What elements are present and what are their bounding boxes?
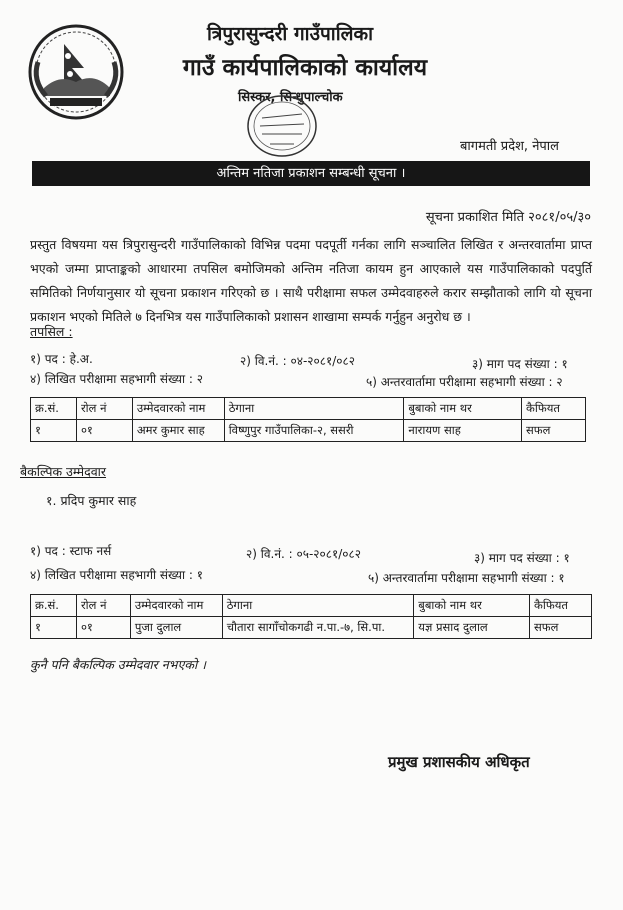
post2-seats: ३) माग पद संख्या : १ — [474, 551, 570, 565]
municipality-name: त्रिपुरासुन्दरी गाउँपालिका — [206, 23, 374, 45]
table-row — [31, 617, 592, 639]
col-sn: क्र.सं. — [31, 398, 77, 420]
post1-adv-no: २) वि.नं. : ०४-२०८१/०८२ — [240, 354, 356, 368]
col-sn: क्र.सं. — [31, 595, 77, 617]
post1-written-count: ४) लिखित परीक्षामा सहभागी संख्या : २ — [30, 372, 204, 386]
nepal-emblem-icon — [24, 22, 128, 122]
no-alternate-note: कुनै पनि बैकल्पिक उम्मेदवार नभएको । — [30, 657, 206, 672]
subject-banner: अन्तिम नतिजा प्रकाशन सम्बन्धी सूचना । — [32, 161, 590, 186]
post2-interview-count: ५) अन्तरवार्तामा परीक्षामा सहभागी संख्या : १ — [368, 571, 565, 585]
col-name: उम्मेदवारको नाम — [130, 595, 222, 617]
post1-seats: ३) माग पद संख्या : १ — [472, 357, 568, 371]
cell-name: अमर कुमार साह — [132, 420, 224, 442]
post2-written-count: ४) लिखित परीक्षामा सहभागी संख्या : १ — [30, 568, 204, 582]
post2-result-table — [30, 594, 592, 639]
notice-date: सूचना प्रकाशित मिति २०८१/०५/३० — [425, 210, 591, 225]
details-heading: तपसिल : — [30, 324, 73, 339]
col-father: बुबाको नाम थर — [414, 595, 530, 617]
signatory-title: प्रमुख प्रशासकीय अधिकृत — [388, 753, 530, 771]
cell-remarks: सफल — [522, 420, 586, 442]
cell-father: यज्ञ प्रसाद दुलाल — [414, 617, 530, 639]
cell-father: नारायण साह — [404, 420, 522, 442]
table-row — [31, 420, 586, 442]
post1-interview-count: ५) अन्तरवार्तामा परीक्षामा सहभागी संख्या : २ — [366, 375, 563, 389]
cell-roll: ०१ — [76, 617, 130, 639]
col-roll: रोल नं — [76, 398, 132, 420]
notice-body: प्रस्तुत विषयमा यस त्रिपुरासुन्दरी गाउँपालिकाको विभिन्न पदमा पदपूर्ती गर्नका लागि सञ्चालित लिखित र अन्तरवार्तामा प्राप्त भएको जम्मा प्राप्ताङ्कको आधारमा तपसिल बमोजिमको अन्तिम नतिजा कायम हुन आएकाले यस गाउँपालिकाको पदपुर्ति समितिको निर्णयानुसार यो सूचना प्रकाशन गरिएको छ । साथै परीक्षामा सफल उम्मेदवाहरुले करार सम्झौताको लागि यो सूचना प्रकाशन भएको मितिले ७ दिनभित्र यस गाउँपालिकाको प्रशासन शाखामा सम्पर्क गर्नुहुन अनुरोध छ । — [30, 237, 592, 324]
col-remarks: कैफियत — [530, 595, 592, 617]
post1-result-table — [30, 397, 586, 442]
province-label: बागमती प्रदेश, नेपाल — [460, 139, 559, 154]
col-address: ठेगाना — [222, 595, 414, 617]
office-name: गाउँ कार्यपालिकाको कार्यालय — [182, 55, 428, 81]
col-address: ठेगाना — [224, 398, 404, 420]
post2-post: १) पद : स्टाफ नर्स — [30, 544, 112, 558]
col-name: उम्मेदवारको नाम — [132, 398, 224, 420]
cell-remarks: सफल — [530, 617, 592, 639]
post2-adv-no: २) वि.नं. : ०५-२०८१/०८२ — [246, 547, 362, 561]
col-remarks: कैफियत — [522, 398, 586, 420]
cell-address: विष्णुपुर गाउँपालिका-२, ससरी — [224, 420, 404, 442]
cell-address: चौतारा सागाँचोकगढी न.पा.-७, सि.पा. — [222, 617, 414, 639]
alternate-heading: बैकल्पिक उम्मेदवार — [20, 464, 107, 479]
office-stamp-icon — [240, 92, 340, 162]
cell-name: पुजा दुलाल — [130, 617, 222, 639]
cell-sn: १ — [31, 420, 77, 442]
col-father: बुबाको नाम थर — [404, 398, 522, 420]
table-header-row — [31, 398, 586, 420]
cell-roll: ०१ — [76, 420, 132, 442]
col-roll: रोल नं — [76, 595, 130, 617]
office-address: सिस्कर, सिन्धुपाल्चोक — [238, 90, 343, 105]
alternate-item: १. प्रदिप कुमार साह — [46, 493, 137, 508]
post1-post: १) पद : हे.अ. — [30, 352, 93, 366]
table-header-row — [31, 595, 592, 617]
cell-sn: १ — [31, 617, 77, 639]
